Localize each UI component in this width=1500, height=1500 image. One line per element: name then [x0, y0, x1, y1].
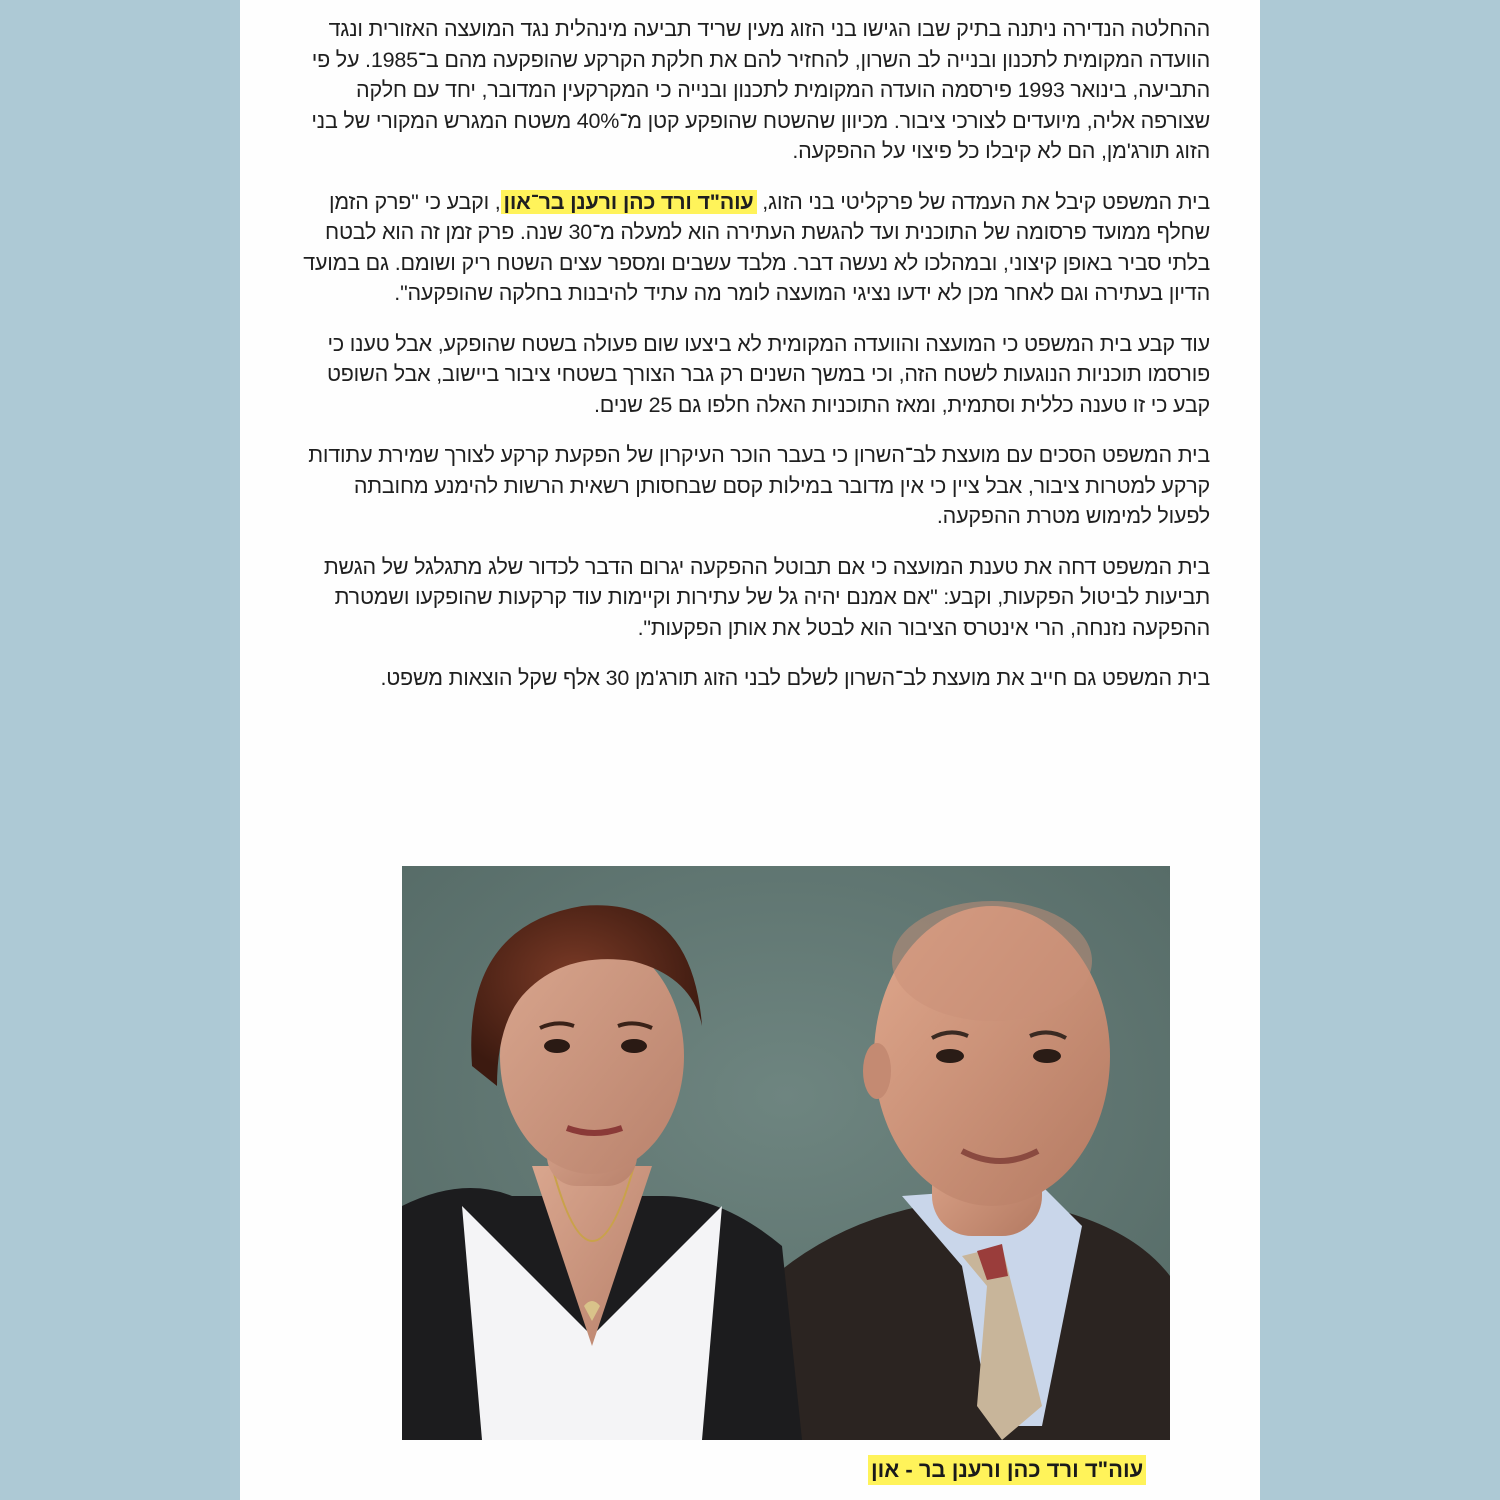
paragraph-1: ההחלטה הנדירה ניתנה בתיק שבו הגישו בני הזוג מעין שריד תביעה מינהלית נגד המועצה האזורית ונגד הוועדה המקומית לתכנון ובנייה לב השרון, להחזיר להם את חלקת הקרקע שהופקעה מהם ב־1985. על פי התביעה, בינואר 1993 פירסמה הועדה המקומית לתכנון ובנייה כי המקרקעין המדובר, יחד עם חלקה שצורפה אליה, מיועדים לצורכי ציבור. מכיוון שהשטח שהופקע קטן מ־40% משטח המגרש המקורי של בני הזוג תורג'מן, הם לא קיבלו כל פיצוי על ההפקעה.	[311, 17, 1210, 163]
man-ear	[863, 1043, 891, 1099]
attorneys-photo	[402, 866, 1170, 1440]
paragraph-5: בית המשפט דחה את טענת המועצה כי אם תבוטל ההפקעה יגרום הדבר לכדור שלג מתגלגל של הגשת תביעות לביטול הפקעות, וקבע: "אם אמנם יהיה גל של עתירות וקיימות עוד קרקעות שהופקעו ושמטרת ההפקעה נזנחה, הרי אינטרס הציבור הוא לבטל את אותן הפקעות".	[323, 554, 1210, 640]
paragraph-2-before: בית המשפט קיבל את העמדה של פרקליטי בני הזוג,	[756, 189, 1210, 214]
paragraph-2	[302, 187, 1210, 309]
man-left-eye	[936, 1049, 964, 1063]
paragraph-4: בית המשפט הסכים עם מועצת לב־השרון כי בעבר הוכר העיקרון של הפקעת קרקע לצורך שמירת עתודות קרקע למטרות ציבור, אבל ציין כי אין מדובר במילות קסם שבחסותן רשאית הרשות להימנע מחובתה לפעול למימוש מטרת ההפקעה.	[308, 443, 1210, 528]
man-scalp	[892, 901, 1092, 1021]
attorneys-highlight: עוה"ד ורד כהן ורענן בר־און	[501, 190, 757, 214]
paragraph-2-after: , וקבע כי "פרק הזמן שחלף ממועד פרסומה של התוכנית ועד להגשת העתירה הוא למעלה מ־30 שנה. פרק זמן זה הוא לבטח בלתי סביר באופן קיצוני, ובמהלכו לא נעשה דבר. מלבד עשבים ומספר עצים השטח ריק ושומם. גם במועד הדיון בעתירה וגם לאחר מכן לא ידעו נציגי המועצה לומר מה עתיד להיבנות בחלקה שהופקעה".	[303, 189, 1210, 305]
scanned-page	[240, 0, 1260, 1500]
article-body	[302, 14, 1210, 714]
paragraph-3: עוד קבע בית המשפט כי המועצה והוועדה המקומית לא ביצעו שום פעולה בשטח שהופקע, אבל טענו כי פורסמו תוכניות הנוגעות לשטח הזה, וכי במשך השנים רק גבר הצורך בשטחי ציבור ביישוב, אבל השופט קבע כי זו טענה כללית וסתמית, ומאז התוכניות האלה חלפו גם 25 שנים.	[326, 331, 1210, 417]
man-right-eye	[1033, 1049, 1061, 1063]
woman-left-eye	[544, 1039, 570, 1053]
woman-right-eye	[621, 1039, 647, 1053]
portrait-illustration	[402, 866, 1170, 1440]
photo-caption: עוה"ד ורד כהן ורענן בר - און	[868, 1455, 1146, 1485]
paragraph-6: בית המשפט גם חייב את מועצת לב־השרון לשלם לבני הזוג תורג'מן 30 אלף שקל הוצאות משפט.	[380, 666, 1210, 690]
